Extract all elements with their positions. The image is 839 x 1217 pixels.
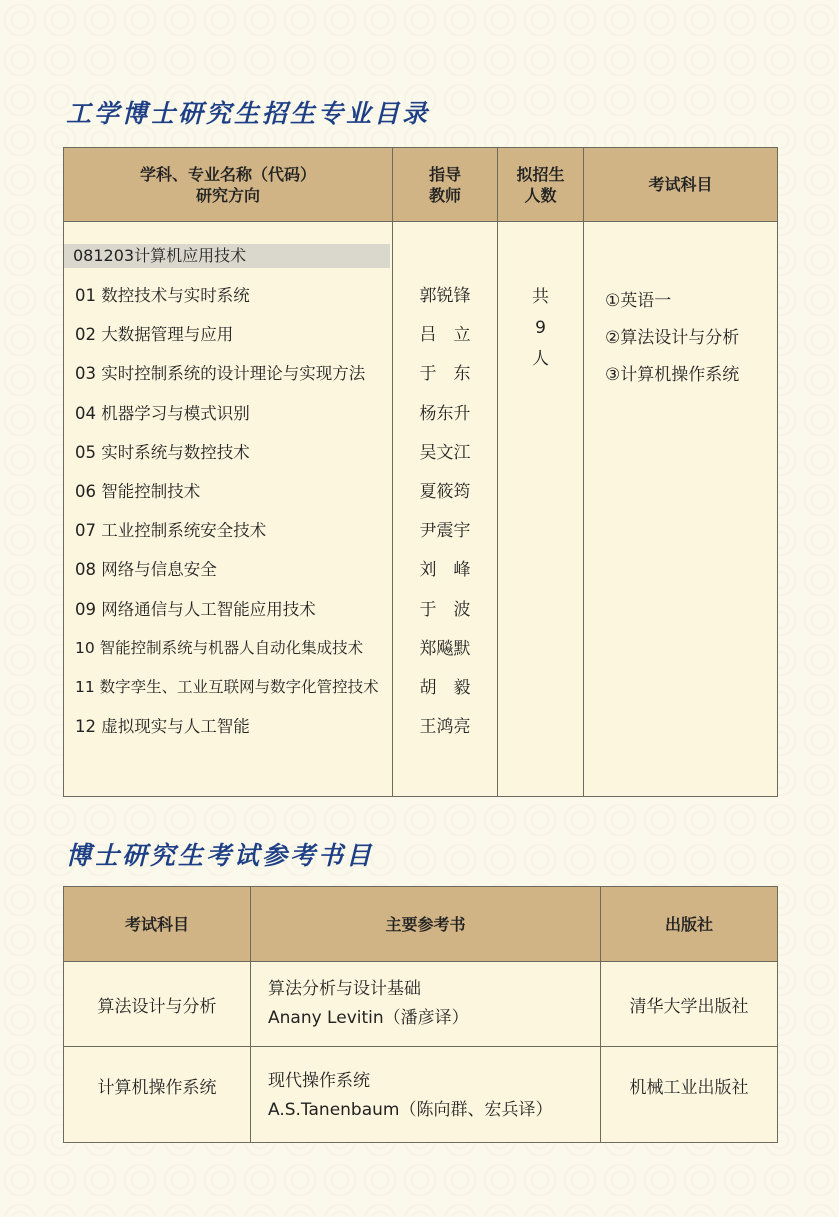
supervisor-name: 吕 立 (419, 325, 471, 346)
catalog-table (63, 147, 778, 797)
header-exam: 考试科目 (584, 148, 778, 222)
exam-cell (584, 222, 778, 797)
exam-subject-list (585, 223, 776, 394)
quota-number: 9 (535, 318, 546, 338)
direction-item: 01 数控技术与实时系统 (75, 286, 250, 305)
header-subject: 考试科目 (64, 887, 251, 962)
table-row (64, 962, 778, 1047)
supervisor-name: 刘 峰 (419, 560, 471, 581)
supervisor-cell (393, 222, 498, 797)
supervisor-name: 王鸿亮 (419, 717, 471, 738)
book-info (251, 962, 601, 1047)
direction-item: 07 工业控制系统安全技术 (75, 521, 267, 541)
direction-item: 10 智能控制系统与机器人自动化集成技术 (75, 638, 364, 657)
header-quota-line2: 人数 (524, 185, 557, 205)
supervisor-name: 于 波 (419, 599, 471, 620)
catalog-header-row (64, 148, 778, 222)
direction-cell (64, 222, 393, 797)
supervisor-name: 杨东升 (419, 403, 471, 424)
exam-subject: ③计算机操作系统 (605, 365, 740, 385)
section-title-catalog: 工学博士研究生招生专业目录 (66, 99, 431, 128)
book-author: Anany Levitin（潘彦译） (268, 1008, 469, 1028)
table-row (64, 1047, 778, 1143)
exam-subject: ①英语一 (605, 291, 672, 311)
quota-prefix: 共 (532, 287, 549, 307)
book-info (251, 1047, 601, 1143)
direction-item: 06 智能控制技术 (75, 481, 201, 501)
supervisor-name: 吴文江 (419, 442, 471, 463)
header-direction-line1: 学科、专业名称（代码） (139, 164, 316, 184)
direction-item: 04 机器学习与模式识别 (75, 403, 250, 423)
supervisor-name: 于 东 (419, 364, 471, 385)
supervisor-name: 郑飚默 (419, 638, 471, 659)
book-subject: 算法设计与分析 (64, 962, 251, 1047)
direction-item: 08 网络与信息安全 (75, 560, 217, 580)
direction-item: 05 实时系统与数控技术 (75, 442, 250, 462)
major-code-label: 081203计算机应用技术 (64, 244, 390, 268)
section-title-books: 博士研究生考试参考书目 (66, 841, 375, 870)
direction-item: 02 大数据管理与应用 (75, 325, 234, 345)
direction-item: 12 虚拟现实与人工智能 (75, 717, 250, 737)
supervisor-name: 夏筱筠 (419, 481, 471, 502)
header-direction (64, 148, 393, 222)
exam-subject: ②算法设计与分析 (605, 328, 740, 348)
book-title: 现代操作系统 (268, 1071, 370, 1091)
header-publisher: 出版社 (601, 887, 778, 962)
book-subject: 计算机操作系统 (64, 1047, 251, 1143)
header-supervisor-line1: 指导 (428, 164, 461, 184)
header-direction-line2: 研究方向 (195, 185, 260, 205)
header-supervisor (393, 148, 498, 222)
header-book: 主要参考书 (251, 887, 601, 962)
reference-books-table (63, 886, 778, 1143)
supervisor-name: 郭锐锋 (419, 286, 471, 306)
quota-unit: 人 (532, 349, 549, 369)
header-quota (498, 148, 584, 222)
header-supervisor-line2: 教师 (428, 185, 461, 205)
catalog-body-row (64, 222, 778, 797)
quota-cell (498, 222, 584, 797)
book-title: 算法分析与设计基础 (268, 979, 421, 999)
book-publisher: 机械工业出版社 (601, 1047, 778, 1143)
direction-item: 09 网络通信与人工智能应用技术 (75, 599, 316, 619)
books-header-row (64, 887, 778, 962)
supervisor-name: 尹震宇 (419, 521, 471, 542)
header-quota-line1: 拟招生 (516, 164, 565, 184)
book-publisher: 清华大学出版社 (601, 962, 778, 1047)
direction-list (64, 268, 392, 796)
direction-item: 03 实时控制系统的设计理论与实现方法 (75, 364, 366, 384)
supervisor-name: 胡 毅 (419, 677, 471, 698)
direction-item: 11 数字孪生、工业互联网与数字化管控技术 (75, 677, 379, 696)
book-author: A.S.Tanenbaum（陈向群、宏兵译） (268, 1100, 553, 1120)
supervisor-list (394, 223, 496, 747)
